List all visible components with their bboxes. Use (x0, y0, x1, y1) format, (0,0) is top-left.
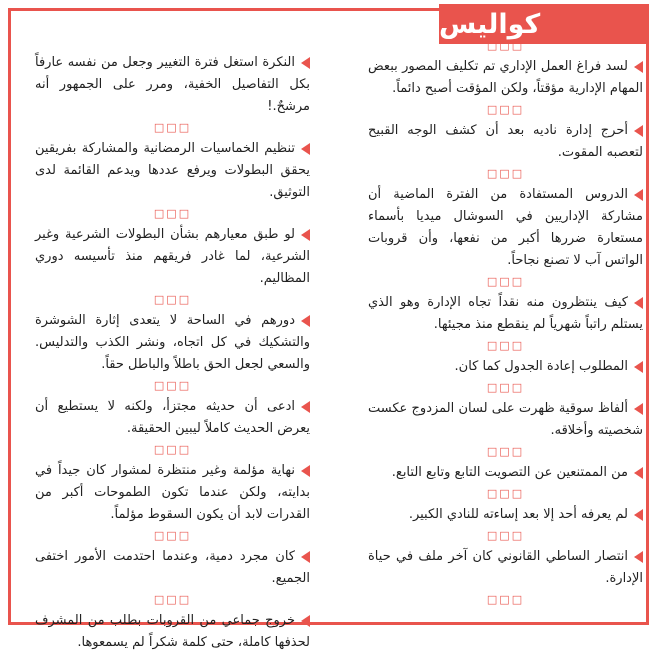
separator: □□□ (153, 529, 192, 542)
separator: □□□ (486, 381, 525, 394)
separator: □□□ (486, 167, 525, 180)
arrow-bullet-icon (301, 551, 310, 563)
separator: □□□ (153, 121, 192, 134)
separator: □□□ (486, 529, 525, 542)
list-item: لو طبق معيارهم بشأن البطولات الشرعية وغير الشرعية، لما غادر فريقهم منذ تأسيسه دوري المظاليم. (35, 227, 310, 286)
separator: □□□ (486, 445, 525, 458)
arrow-bullet-icon (634, 361, 643, 373)
separator: □□□ (153, 293, 192, 306)
separator: □□□ (486, 487, 525, 500)
list-item: خروج جماعي من القروبات بطلب من المشرف لحذفها كاملة، حتى كلمة شكراً لم يسمعوها. (35, 613, 310, 650)
arrow-bullet-icon (634, 125, 643, 137)
arrow-bullet-icon (634, 509, 643, 521)
separator: □□□ (486, 275, 525, 288)
right-column (368, 36, 643, 610)
list-item: انتصار الساطي القانوني كان آخر ملف في حياة الإدارة. (368, 549, 643, 586)
arrow-bullet-icon (634, 297, 643, 309)
separator: □□□ (153, 443, 192, 456)
list-item: دورهم في الساحة لا يتعدى إثارة الشوشرة والتشكيك في كل اتجاه، ونشر الكذب والتدليس. والسعي لجعل الحق باطلاً والباطل حقاً. (35, 313, 310, 372)
list-item: كان مجرد دمية، وعندما احتدمت الأمور اختفى الجميع. (35, 549, 310, 586)
arrow-bullet-icon (301, 143, 310, 155)
list-item: لسد فراغ العمل الإداري تم تكليف المصور ببعض المهام الإدارية مؤقتاً، ولكن المؤقت أصبح دائماً. (368, 59, 643, 96)
separator: □□□ (153, 207, 192, 220)
list-item: الدروس المستفادة من الفترة الماضية أن مشاركة الإداريين في السوشال ميديا بأسماء مستعارة ضررها أكبر من نفعها، وأن قروبات الواتس آب لا تصنع نجاحاً. (368, 187, 643, 268)
list-item: النكرة استغل فترة التغيير وجعل من نفسه عارفاً بكل التفاصيل الخفية، ومرر على الجمهور أنه مرشحٌ.! (35, 55, 310, 114)
separator: □□□ (153, 593, 192, 606)
arrow-bullet-icon (301, 615, 310, 627)
list-item: تنظيم الخماسيات الرمضانية والمشاركة بفريقين يحقق البطولات ويرفع عددها ويدعم القائمة لدى التوثيق. (35, 141, 310, 200)
arrow-bullet-icon (301, 229, 310, 241)
list-item: لم يعرفه أحد إلا بعد إساءته للنادي الكبير. (368, 504, 643, 526)
separator: □□□ (486, 39, 525, 52)
separator: □□□ (486, 339, 525, 352)
arrow-bullet-icon (634, 189, 643, 201)
arrow-bullet-icon (301, 315, 310, 327)
list-item: ألفاظ سوقية ظهرت على لسان المزدوج عكست شخصيته وأخلاقه. (368, 401, 643, 438)
list-item: كيف ينتظرون منه نقداً تجاه الإدارة وهو الذي يستلم راتباً شهرياً لم ينقطع منذ مجيئها. (368, 295, 643, 332)
arrow-bullet-icon (634, 61, 643, 73)
left-column (35, 52, 310, 654)
arrow-bullet-icon (301, 465, 310, 477)
list-item: المطلوب إعادة الجدول كما كان. (368, 356, 643, 378)
list-item: من الممتنعين عن التصويت التابع وتابع التابع. (368, 462, 643, 484)
section-title: كواليس (439, 4, 649, 44)
arrow-bullet-icon (301, 401, 310, 413)
separator: □□□ (486, 593, 525, 606)
list-item: أحرج إدارة ناديه بعد أن كشف الوجه القبيح لتعصبه المقوت. (368, 123, 643, 160)
separator: □□□ (153, 379, 192, 392)
separator: □□□ (486, 103, 525, 116)
list-item: ادعى أن حديثه مجتزأ، ولكنه لا يستطيع أن يعرض الحديث كاملاً ليبين الحقيقة. (35, 399, 310, 436)
arrow-bullet-icon (634, 403, 643, 415)
list-item: نهاية مؤلمة وغير منتظرة لمشوار كان جيداً في بدايته، ولكن عندما تكون الطموحات أكبر من القدرات لابد أن يكون السقوط مؤلماً. (35, 463, 310, 522)
arrow-bullet-icon (634, 551, 643, 563)
arrow-bullet-icon (634, 467, 643, 479)
arrow-bullet-icon (301, 57, 310, 69)
